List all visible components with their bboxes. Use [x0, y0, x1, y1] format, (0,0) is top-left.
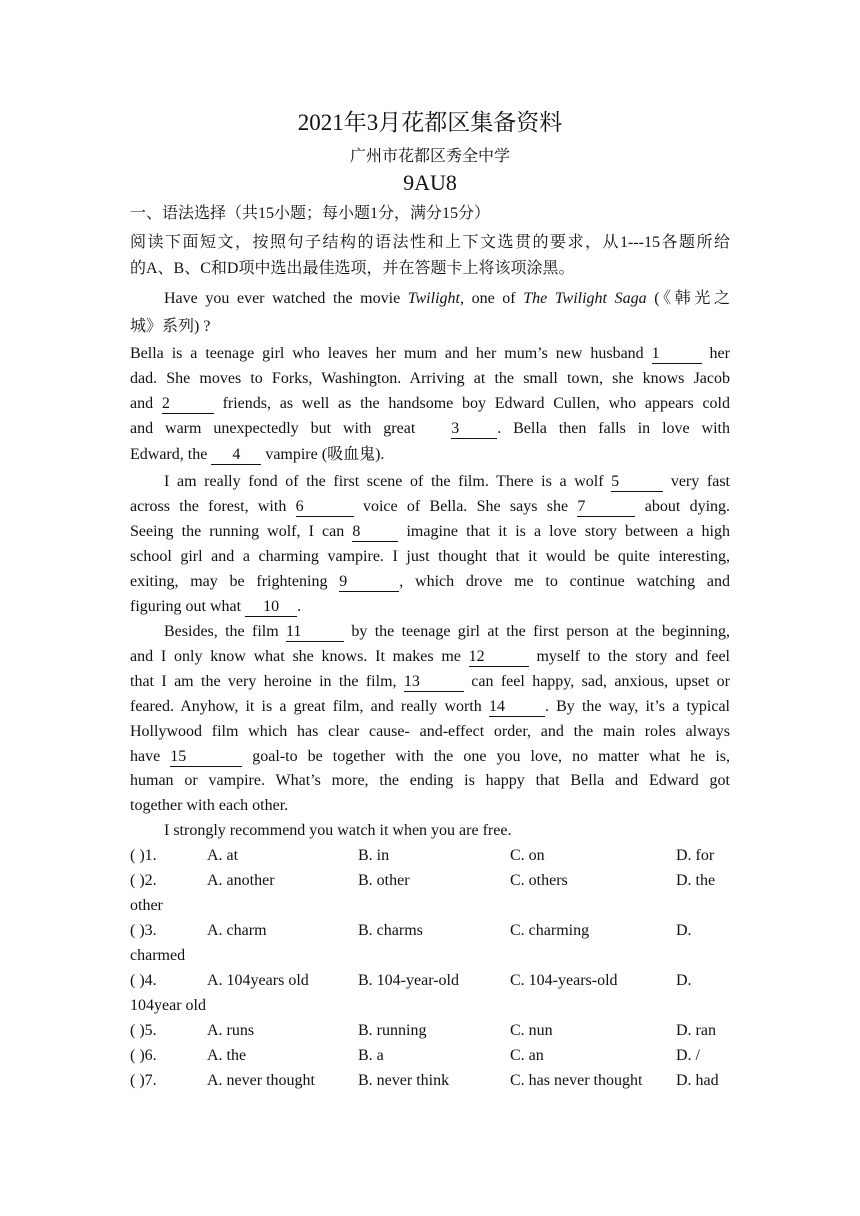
option-d: D. the: [676, 872, 716, 889]
blank-1: 1: [652, 345, 702, 364]
passage-text: that I am the very heroine in the film,: [130, 673, 404, 690]
passage-text: imagine that it is a love story between a high: [398, 523, 730, 540]
passage-text: figuring out what: [130, 598, 246, 615]
passage-line: I strongly recommend you watch it when you are free.: [164, 822, 512, 839]
passage-line: [130, 746, 730, 768]
option-b: B. in: [358, 847, 390, 864]
option-c: C. nun: [510, 1022, 553, 1039]
passage-line: 城》系列) ?: [130, 318, 211, 335]
passage-text: I am really fond of the first scene of the film. There is a wolf: [164, 473, 612, 490]
option-c: C. 104-years-old: [510, 972, 618, 989]
blank-6: 6: [296, 498, 354, 517]
school-name: 广州市花都区秀全中学: [349, 148, 510, 165]
passage-text: Edward, the: [130, 446, 212, 463]
option-d: D.: [676, 972, 692, 989]
option-b: B. a: [358, 1047, 384, 1064]
option-b: B. other: [358, 872, 410, 889]
passage-text: goal-to be together with the one you love, no matter what he is,: [242, 748, 730, 765]
passage-text: (《韩光之: [646, 290, 730, 307]
saga-title: The Twilight Saga: [523, 290, 647, 307]
passage-line: dad. She moves to Forks, Washington. Arriving at the small town, she knows Jacob: [130, 370, 730, 387]
passage-text: feared. Anyhow, it is a great film, and really worth: [130, 698, 489, 715]
option-d: D. /: [676, 1047, 700, 1064]
option-a: A. at: [207, 847, 239, 864]
passage-text: . By the way, it’s a typical: [544, 698, 730, 715]
option-c: C. on: [510, 847, 545, 864]
passage-line: [130, 393, 730, 415]
option-a: A. the: [207, 1047, 247, 1064]
option-c: C. an: [510, 1047, 544, 1064]
option-d-continued: other: [130, 897, 163, 914]
passage-text: vampire (吸血鬼).: [261, 446, 385, 463]
option-d-continued: charmed: [130, 947, 186, 964]
passage-line: [130, 444, 730, 466]
passage-text: about dying.: [635, 498, 731, 515]
option-c: C. others: [510, 872, 568, 889]
passage-line: [130, 646, 730, 668]
question-row: [130, 1070, 730, 1092]
instruction-line-1: 阅读下面短文，按照句子结构的语法性和上下文选贯的要求，从1---15各题所给: [130, 234, 730, 251]
question-row: [130, 845, 730, 867]
instruction-line-2: 的A、B、C和D项中选出最佳选项，并在答题卡上将该项涂黑。: [130, 260, 575, 277]
option-continuation: [130, 945, 730, 967]
passage-text: her: [701, 345, 730, 362]
movie-title: Twilight: [407, 290, 460, 307]
blank-11: 11: [286, 623, 344, 642]
passage-text: and: [130, 395, 162, 412]
blank-13: 13: [404, 673, 464, 692]
question-row: [130, 1045, 730, 1067]
passage-text: .: [297, 598, 302, 615]
question-number: ( )1.: [130, 847, 157, 864]
section-heading: 一、语法选择（共15小题；每小题1分，满分15分）: [130, 205, 491, 222]
passage-text: have: [130, 748, 171, 765]
option-b: B. running: [358, 1022, 427, 1039]
blank-4: 4: [211, 446, 261, 465]
passage-line: Hollywood film which has clear cause- and-effect order, and the main roles always: [130, 723, 730, 740]
document-title: 2021年3月花都区集备资料: [297, 110, 563, 135]
question-row: [130, 970, 730, 992]
passage-text: and I only know what she knows. It makes me: [130, 648, 469, 665]
passage-line: [130, 496, 730, 518]
option-d: D. had: [676, 1072, 719, 1089]
passage-text: Besides, the film: [164, 623, 287, 640]
passage-text: voice of Bella. She says she: [353, 498, 578, 515]
question-row: [130, 870, 730, 892]
option-a: A. charm: [207, 922, 267, 939]
question-row: [130, 920, 730, 942]
passage-line: together with each other.: [130, 797, 289, 814]
option-c: C. has never thought: [510, 1072, 643, 1089]
passage-text: Have you ever watched the movie: [164, 290, 408, 307]
passage-line: [130, 571, 730, 593]
blank-3: 3: [451, 420, 497, 439]
passage-line: [130, 521, 730, 543]
option-a: A. never thought: [207, 1072, 315, 1089]
passage-line: [130, 621, 730, 643]
option-d-continued: 104year old: [130, 997, 206, 1014]
passage-text: exiting, may be frightening: [130, 573, 340, 590]
option-a: A. another: [207, 872, 275, 889]
passage-line: [130, 671, 730, 693]
passage-intro: [130, 288, 730, 310]
question-number: ( )2.: [130, 872, 157, 889]
passage-text: by the teenage girl at the first person at the beginning,: [344, 623, 730, 640]
passage-text: . Bella then falls in love with: [497, 420, 731, 437]
blank-7: 7: [577, 498, 635, 517]
passage-text: across the forest, with: [130, 498, 296, 515]
option-b: B. 104-year-old: [358, 972, 459, 989]
blank-5: 5: [611, 473, 663, 492]
option-a: A. 104years old: [207, 972, 309, 989]
passage-text: and warm unexpectedly but with great: [130, 420, 428, 437]
question-number: ( )7.: [130, 1072, 157, 1089]
blank-2: 2: [162, 395, 214, 414]
passage-text: myself to the story and feel: [528, 648, 730, 665]
passage-line: [130, 343, 730, 365]
passage-text: very fast: [663, 473, 730, 490]
option-d: D. for: [676, 847, 715, 864]
passage-text: Seeing the running wolf, I can: [130, 523, 353, 540]
option-b: B. charms: [358, 922, 423, 939]
blank-12: 12: [469, 648, 529, 667]
passage-line: human or vampire. What’s more, the ending is happy that Bella and Edward got: [130, 772, 730, 789]
passage-text: , one of: [459, 290, 524, 307]
option-c: C. charming: [510, 922, 590, 939]
blank-9: 9: [339, 573, 399, 592]
passage-line: [130, 596, 730, 618]
question-number: ( )3.: [130, 922, 157, 939]
passage-text: can feel happy, sad, anxious, upset or: [463, 673, 730, 690]
blank-14: 14: [489, 698, 545, 717]
blank-8: 8: [352, 523, 398, 542]
passage-text: Bella is a teenage girl who leaves her mum and her mum’s new husband: [130, 345, 652, 362]
passage-text: friends, as well as the handsome boy Edward Cullen, who appears cold: [213, 395, 731, 412]
option-a: A. runs: [207, 1022, 255, 1039]
passage-line: [130, 696, 730, 718]
option-continuation: [130, 995, 730, 1017]
question-number: ( )4.: [130, 972, 157, 989]
blank-10: 10: [245, 598, 297, 617]
question-row: [130, 1020, 730, 1042]
unit-label: 9AU8: [403, 170, 457, 195]
option-continuation: [130, 895, 730, 917]
blank-15: 15: [170, 748, 242, 767]
passage-text: , which drove me to continue watching and: [399, 573, 730, 590]
option-d: D.: [676, 922, 692, 939]
passage-line: [130, 471, 730, 493]
question-number: ( )5.: [130, 1022, 157, 1039]
passage-line: school girl and a charming vampire. I just thought that it would be quite interesting,: [130, 548, 730, 565]
passage-line: [130, 418, 730, 440]
option-b: B. never think: [358, 1072, 450, 1089]
question-number: ( )6.: [130, 1047, 157, 1064]
option-d: D. ran: [676, 1022, 716, 1039]
